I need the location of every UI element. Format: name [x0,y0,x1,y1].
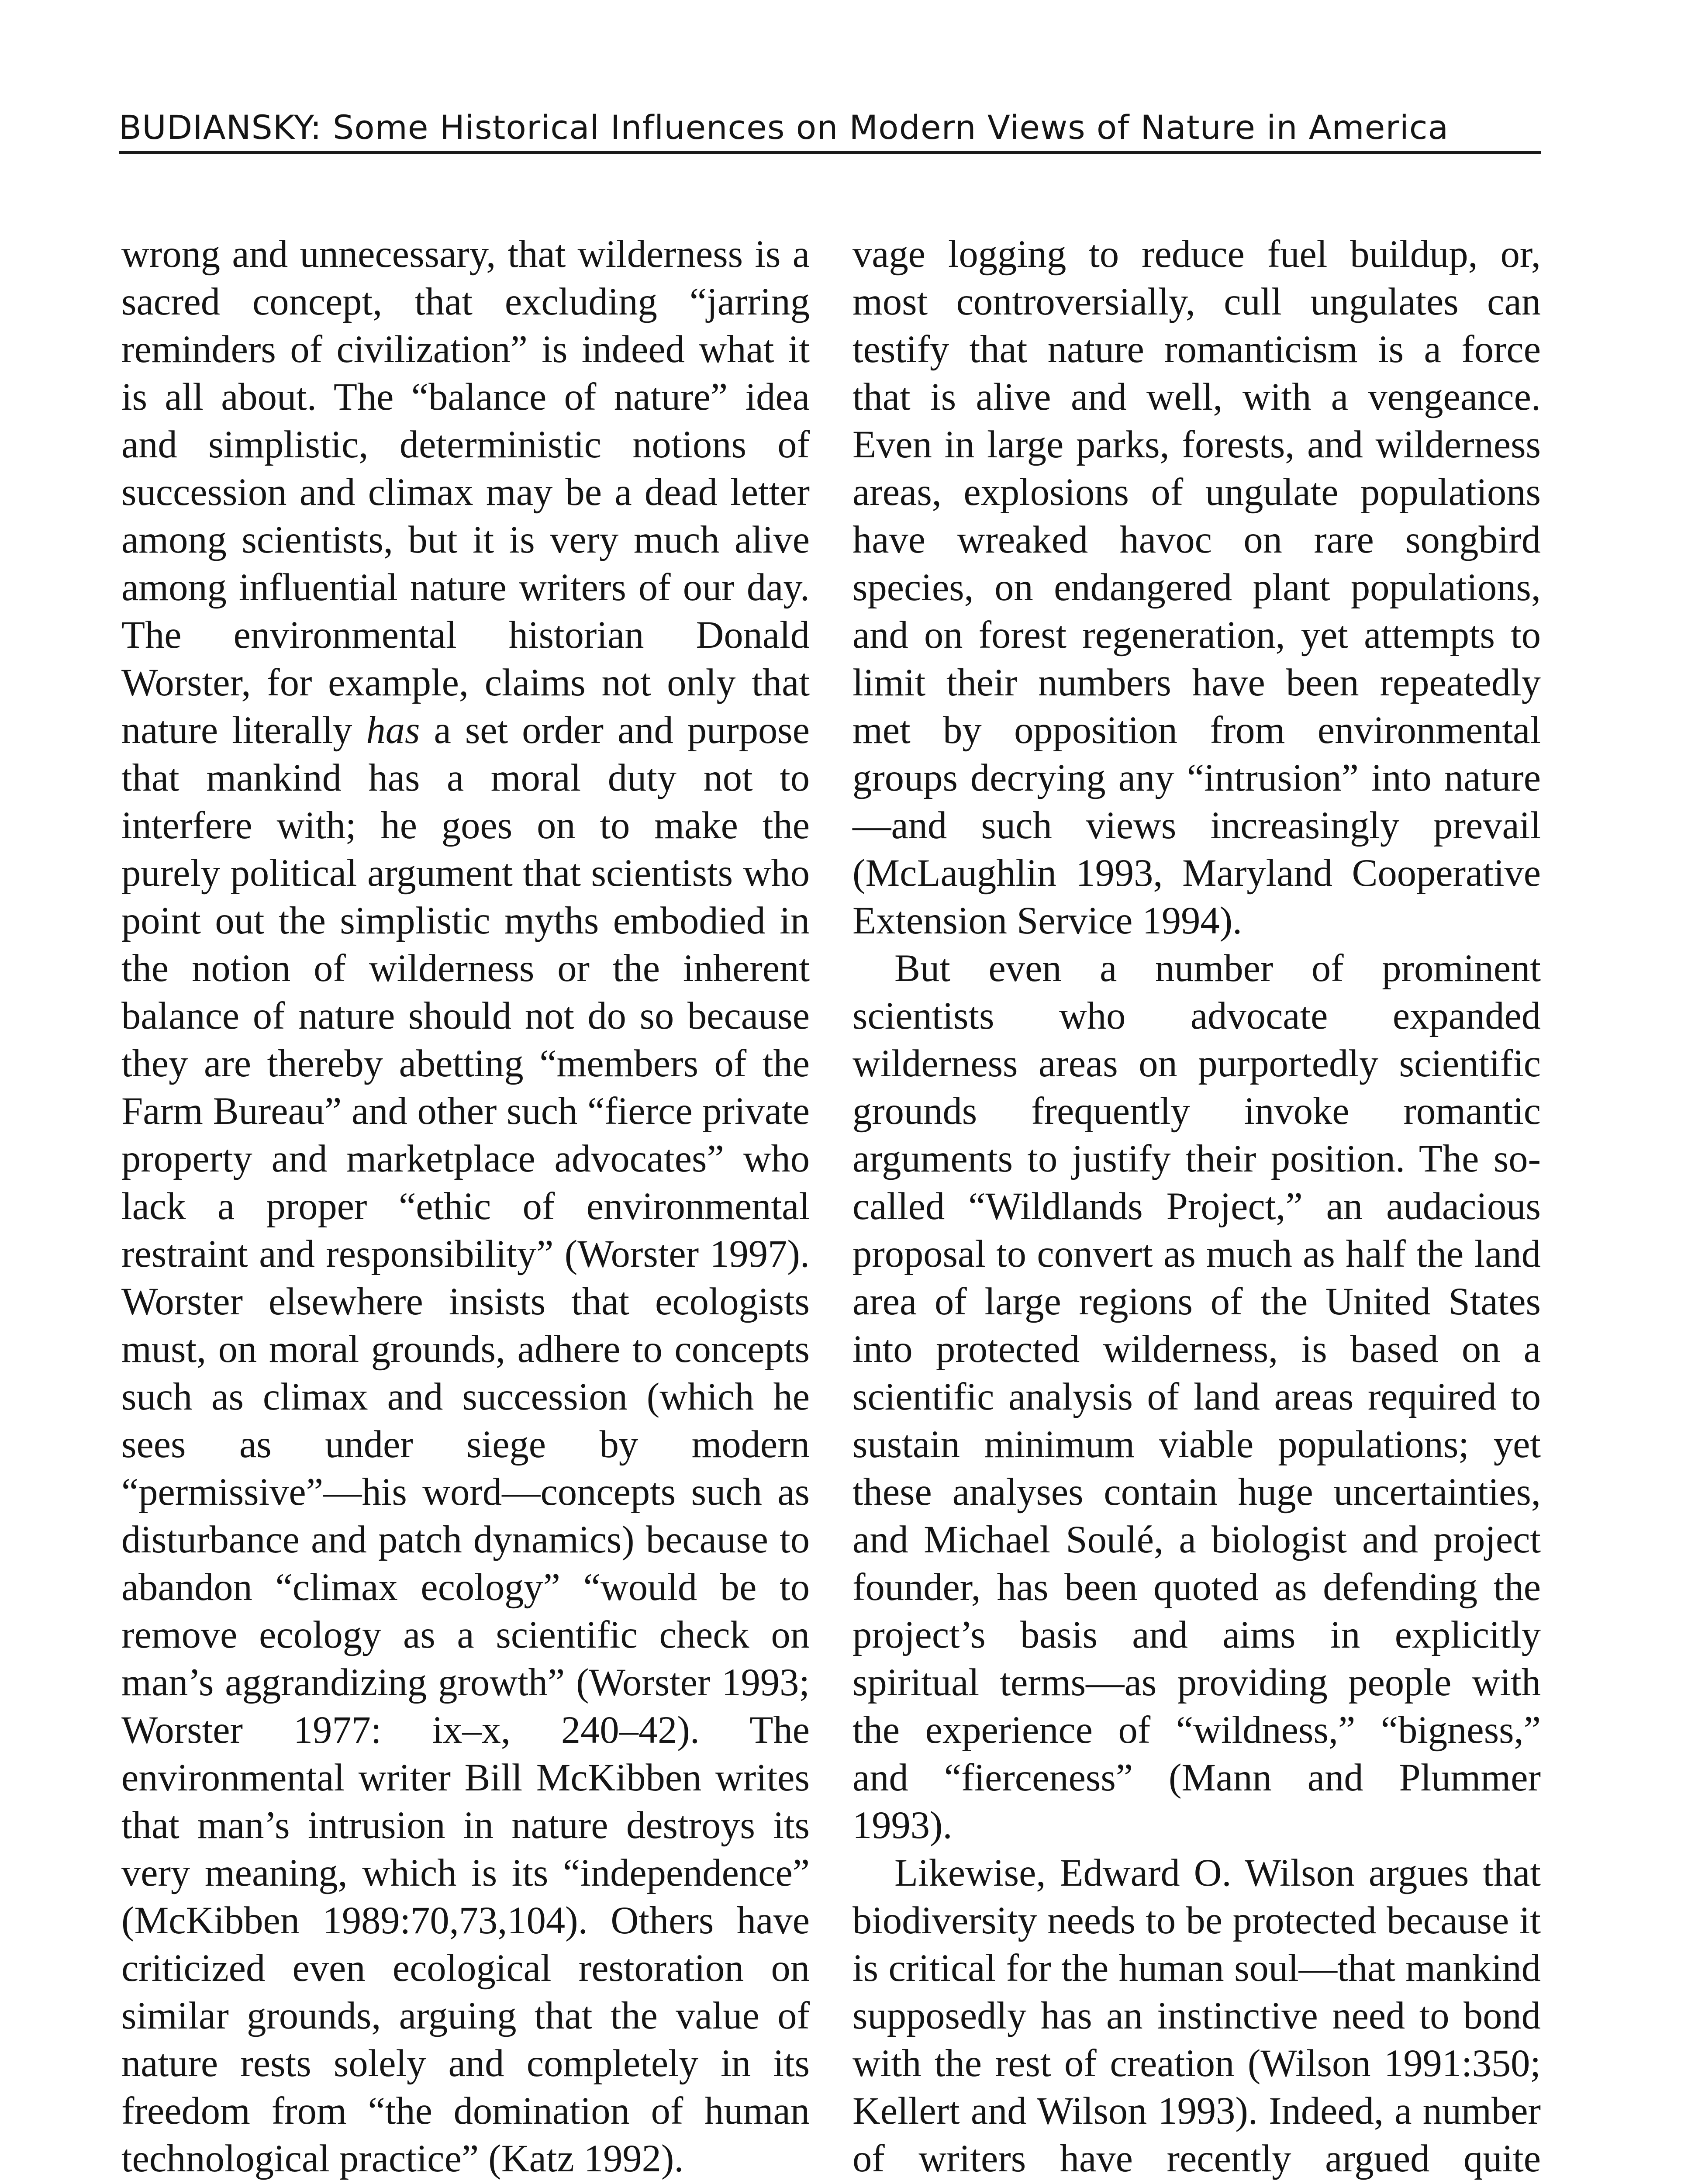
running-head: BUDIANSKY: Some Historical Influences on Modern Views of Nature in America [119,101,1541,154]
emphasis-has: has [366,709,420,752]
left-column [121,231,810,2184]
right-paragraph-3 [852,1849,1541,2184]
left-paragraph-1 [121,231,810,2183]
right-paragraph-2: But even a number of prominent scientists who advocate expanded wilderness areas on purportedly scientific grounds frequently invoke romantic arguments to justify their position. The so-called “Wildlands Project,” an audacious proposal to convert as much as half the land area of large regions of the United States into protected wilderness, is based on a scientific analysis of land areas required to sustain minimum viable populations; yet these analyses contain huge uncertainties, and Michael Soulé, a biologist and project founder, has been quoted as defending the project’s basis and aims in explicitly spiritual terms—as providing people with the experience of “wildness,” “bigness,” and “fierceness” (Mann and Plummer 1993). [852,947,1541,1847]
right-column [852,231,1541,2184]
left-p1-text-a: wrong and unnecessary, that wilderness is a sacred concept, that excluding “jarring reminders of civilization” is indeed what it is all about. The “balance of nature” idea and simplistic, deterministic notions of succession and climax may be a dead letter among scientists, but it is very much alive among influential nature writers of our day. The environmental historian Donald Worster, for example, claims not only that nature literally [121,233,810,752]
right-p3-text-a: Likewise, Edward O. Wilson argues that biodiversity needs to be protected because it is critical for the human soul—that mankind supposedly has an instinctive need to bond with the rest of creation (Wilson 1991:350; Kellert and Wilson 1993). Indeed, a number of writers have recently argued quite [852,1852,1541,2180]
left-p1-text-b: a set order and purpose that mankind has a moral duty not to interfere with; he goes on to make the purely political argument that scientists who point out the simplistic myths embodied in the notion of wilderness or the inherent balance of nature should not do so because they are thereby abetting “members of the Farm Bureau” and other such “fierce private property and marketplace advocates” who lack a proper “ethic of environmental restraint and responsibility” (Worster 1997). Worster elsewhere insists that ecologists must, on moral grounds, adhere to concepts such as climax and succession (which he sees as under siege by modern “permissive”—his word—concepts such as disturbance and patch dynamics) because to abandon “climax ecology” “would be to remove ecology as a scientific check on man’s aggrandizing growth” (Worster 1993; Worster 1977: ix–x, 240–42). The environmental writer Bill McKibben writes that man’s intrusion in nature destroys its very meaning, which is its “independence” (McKibben 1989:70,73,104). Others have criticized even ecological restoration on similar grounds, arguing that the value of nature rests solely and completely in its freedom from “the domination of human technological practice” (Katz 1992). [121,709,810,2180]
right-paragraph-1: vage logging to reduce fuel buildup, or, most controversially, cull ungulates can testify that nature romanticism is a force that is alive and well, with a vengeance. Even in large parks, forests, and wilderness areas, explosions of ungulate populations have wreaked havoc on rare songbird species, on endangered plant populations, and on forest regeneration, yet attempts to limit their numbers have been repeatedly met by opposition from environmental groups decrying any “intrusion” into nature—and such views increasingly prevail (McLaughlin 1993, Maryland Cooperative Extension Service 1994). [852,233,1541,942]
